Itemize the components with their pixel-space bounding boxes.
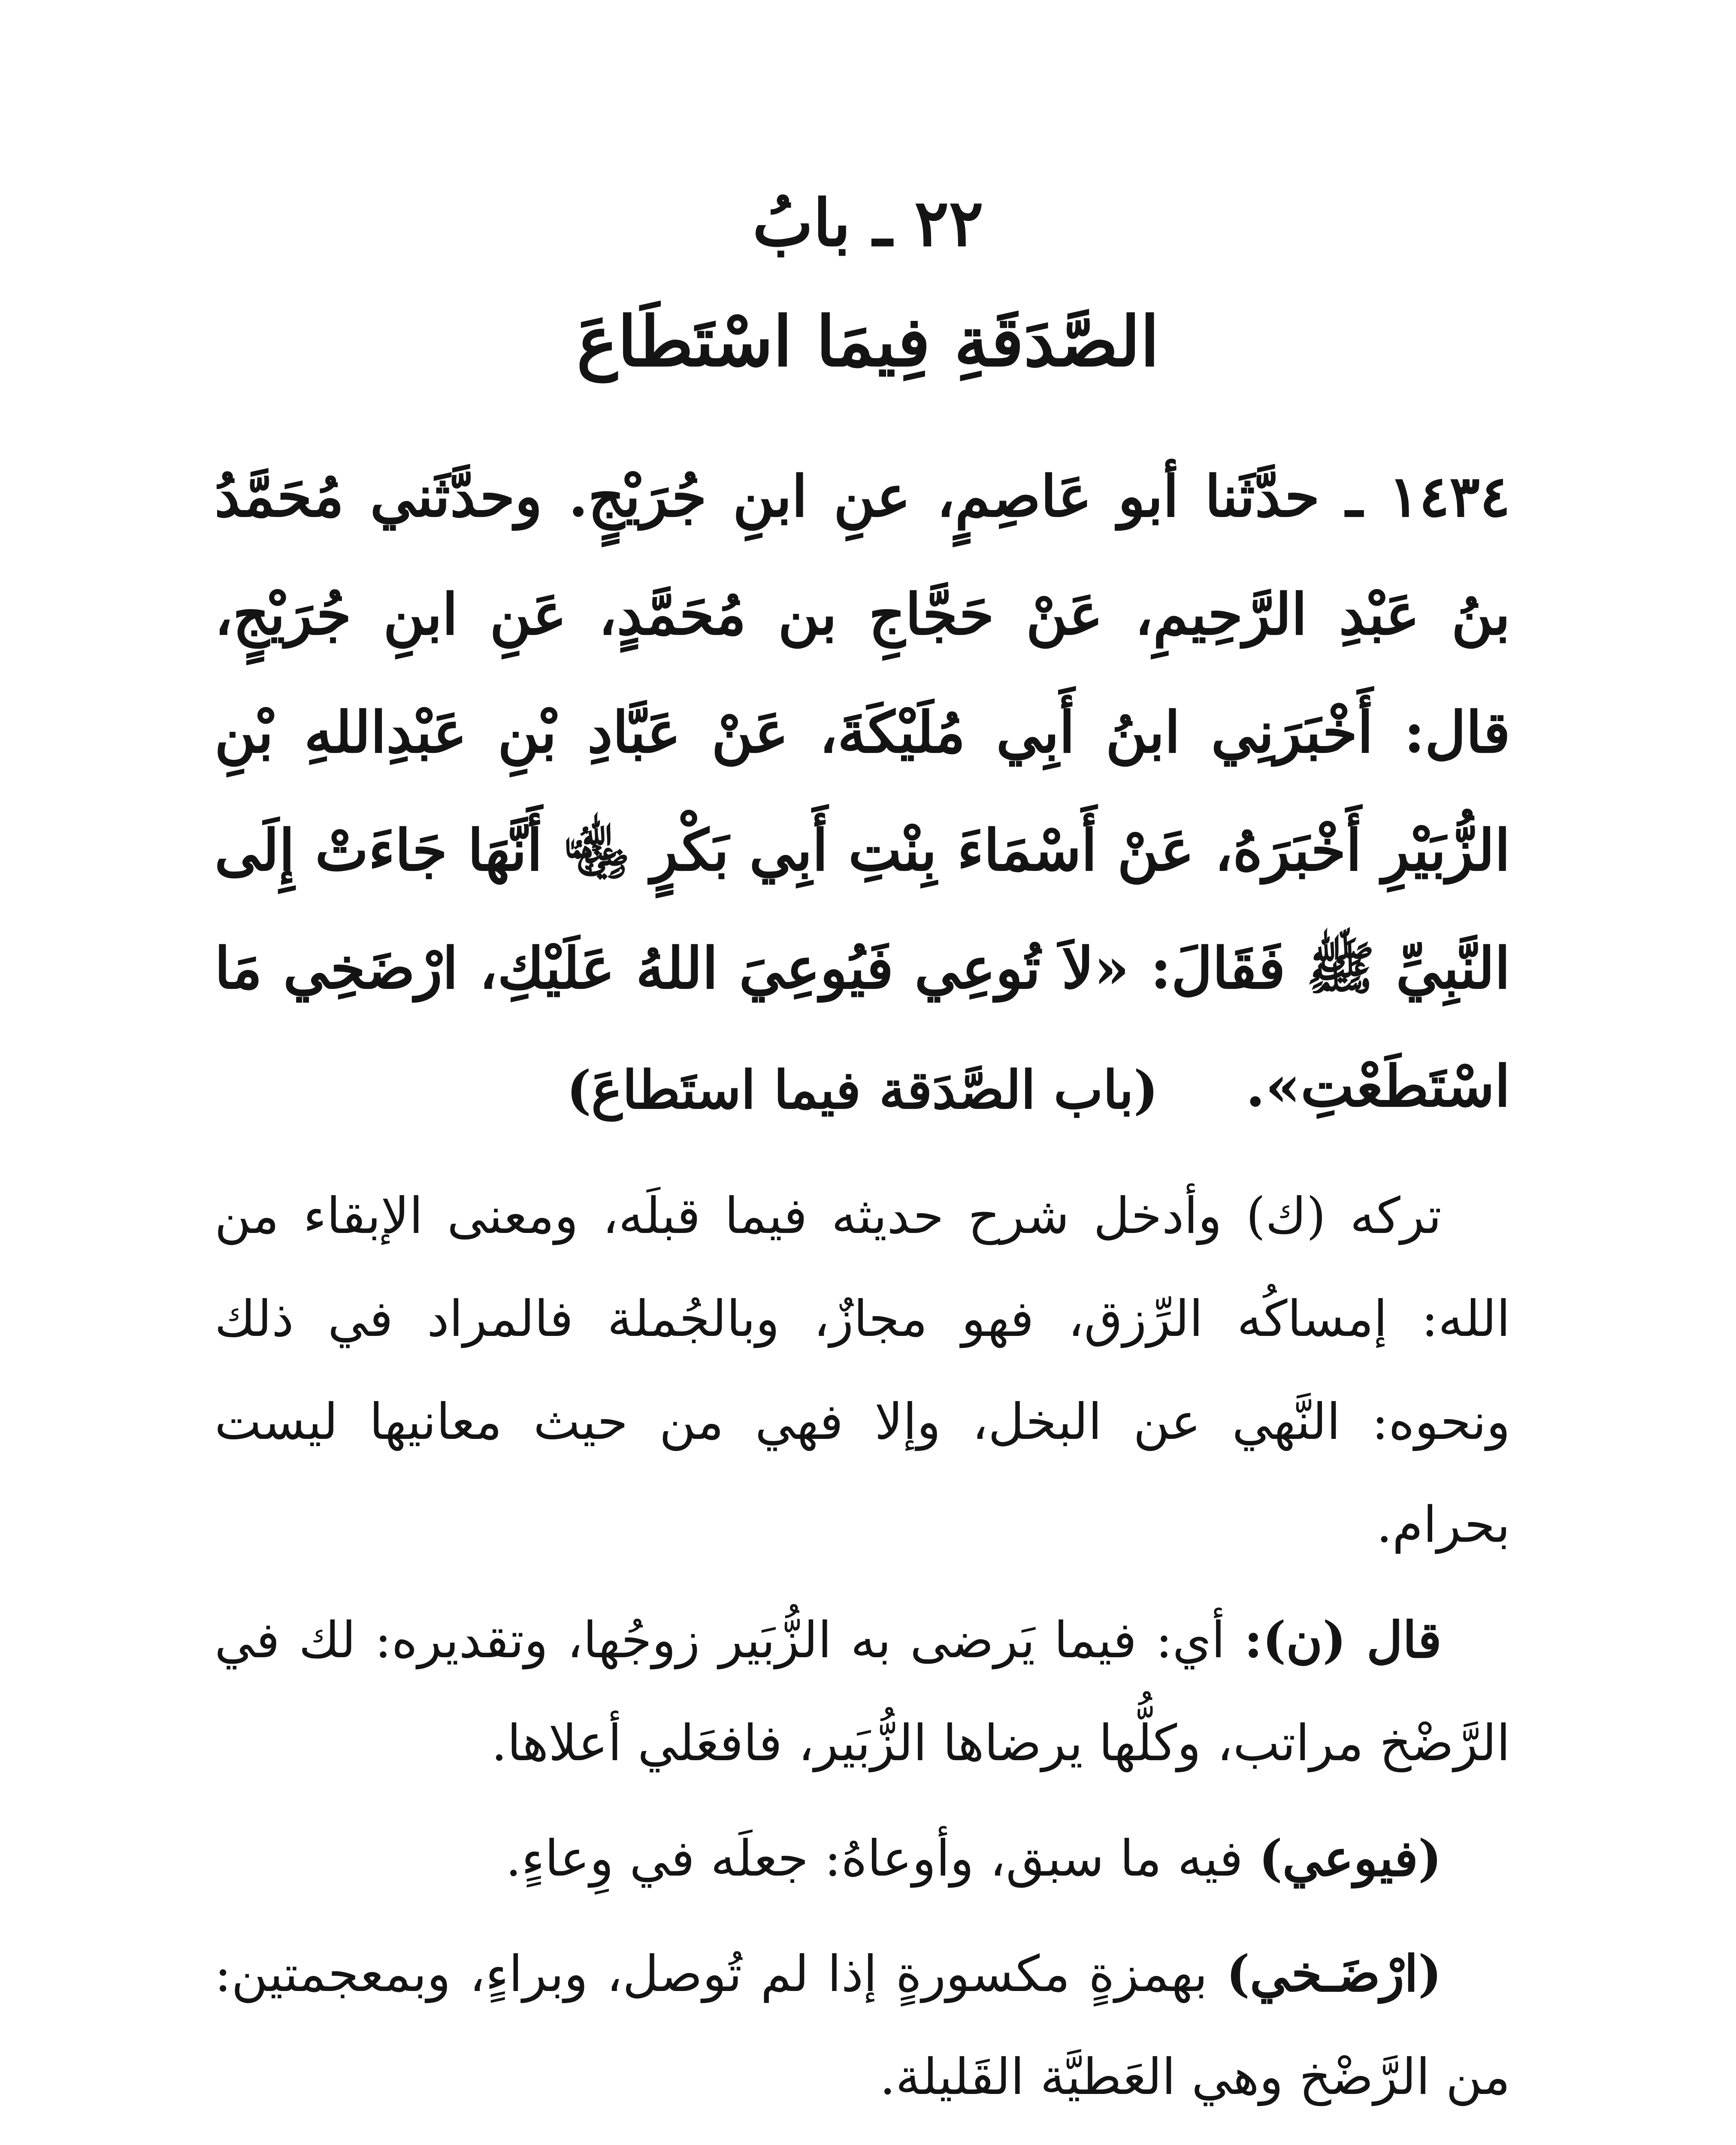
paragraph-lead: (فيوعي) bbox=[1258, 1829, 1442, 1888]
paragraph-text: فيه ما سبق، وأوعاهُ: جعلَه في وِعاءٍ. bbox=[505, 1830, 1259, 1888]
commentary-paragraph bbox=[215, 1589, 1510, 1795]
commentary-section bbox=[215, 1038, 1510, 2145]
paragraph-lead: قال (ن): bbox=[1244, 1611, 1442, 1669]
paragraph-text: بهمزةٍ مكسورةٍ إذا لم تُوصل، وبراءٍ، وبمعجمتين: من الرَّضْخ وهي العَطيَّة القَليلة. bbox=[215, 1945, 1510, 2106]
commentary-paragraph bbox=[215, 1807, 1510, 1910]
paragraph-text: تركه (ك) وأدخل شرح حديثه فيما قبلَه، ومعنى الإبقاء من الله: إمساكُه الرِّزق، فهو مجازٌ، وبالجُملة فالمراد في ذلك ونحوه: النَّهي عن البخل، وإلا فهي من حيث معانيها ليست بحرام. bbox=[215, 1187, 1510, 1554]
commentary-paragraph bbox=[215, 1165, 1510, 1577]
chapter-number: ٢٢ ـ بابُ bbox=[752, 185, 984, 261]
paragraph-lead: (ارْضَـخي) bbox=[1226, 1945, 1442, 2003]
commentary-heading: (باب الصَّدَقة فيما استَطاعَ) bbox=[566, 1059, 1158, 1121]
hadith-text: ١٤٣٤ ـ حدَّثَنا أبو عَاصِمٍ، عنِ ابنِ جُرَيْجٍ. وحدَّثَني مُحَمَّدُ بنُ عَبْدِ الرَّحِيمِ، عَنْ حَجَّاجِ بن مُحَمَّدٍ، عَنِ ابنِ جُرَيْجٍ، قال: أَخْبَرَنِي ابنُ أَبِي مُلَيْكَةَ، عَنْ عَبَّادِ بْنِ عَبْدِاللهِ بْنِ الزُّبَيْرِ أَخْبَرَهُ، عَنْ أَسْمَاءَ بِنْتِ أَبِي بَكْرٍ ﵄ أَنَّهَا جَاءَتْ إِلَى النَّبِيِّ ﷺ فَقَالَ: «لاَ تُوعِي فَيُوعِيَ اللهُ عَلَيْكِ، ارْضَخِي مَا اسْتَطَعْتِ». bbox=[215, 463, 1510, 1120]
commentary-paragraph bbox=[215, 1922, 1510, 2129]
chapter-title: الصَّدَقَةِ فِيمَا اسْتَطَاعَ bbox=[577, 301, 1159, 382]
commentary-paragraph bbox=[215, 2141, 1510, 2145]
paragraph-text: أي: فيما يَرضى به الزُّبَير زوجُها، وتقديره: لك في الرَّضْخ مراتب، وكلُّها يرضاها الزُّبَير، فافعَلي أعلاها. bbox=[215, 1611, 1510, 1772]
